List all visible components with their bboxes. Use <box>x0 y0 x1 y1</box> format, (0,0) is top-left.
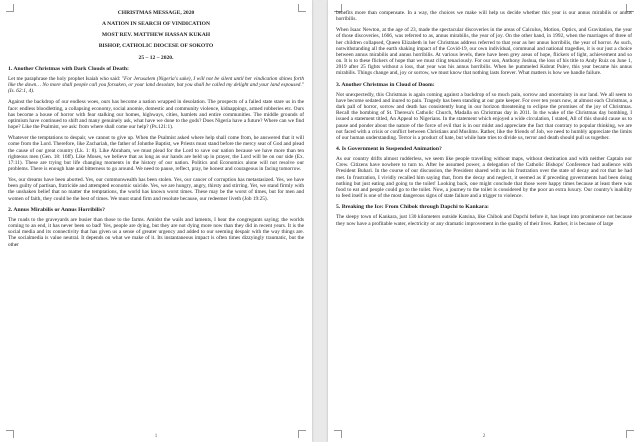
section-heading-4: 4. Is Government in Suspended Animation? <box>336 145 442 152</box>
document-subtitle: A NATION IN SEARCH OF VINDICATION <box>101 21 211 28</box>
paragraph <box>8 76 304 94</box>
section-heading-3: 3. Another Christmas in Cloud of Doom: <box>336 81 435 88</box>
page-number: 1 <box>154 434 158 439</box>
paragraph: As our country drifts almost rudderless, we seem like people travelling without maps, without destination and with neither Captain nor Crew. Citizens have nowhere to turn to. After he assumed power, a delegation of the Catholic Bishops' Conference had audience with President Buhari. In the course of our discussion, the President shared with us his frustration over the state of decay and rot that he had met. In frustration, I vividly recalled him saying that, from the decay and neglect, it seemed as if preceding governments had been doing nothing but just eating and going to the toilet! Looking back, one might conclude that those were happy times because at least there was food to eat and people could go to the toilet. Now, a journey to the toilet is considered by the poor an extra luxury. Our country's inability to feed itself is one of the most dangerous signs of state failure and a trigger to violence. <box>336 156 632 200</box>
paragraph: Whatever the temptations to despair, we cannot to give up. When the Psalmist asked where help shall come from, he answered that it will come from the Lord. Therefore, like Zachariah, the father of Johnthe Baptist, we Priests must stand before the mercy seat of God and plead the cause of our great country (Lk. 1: 8). Like Abraham, we must plead for the Lord to save our nation because we have more than ten righteous men (Gen. 18: 16ff). Like Moses, we believe that as long as our hands are held up in prayer, the Lord will be on our side (Ex. 17:11). These are trying but life changing moments in the history of our nation. Politics and Economics alone will not resolve our problems. There is enough hate and bitterness to go around. We need to pause, reflect, pray, be honest and courageous in facing tomorrow. <box>8 135 304 172</box>
page-1-content <box>8 10 304 428</box>
scripture-quote: "For Jerusalem (Nigeria's sake), I will not be silent until her vindication shines forth like the dawn… No more shall people call you forsaken, or your land desolate, but you shall be called my delight and your land espoused." (Is. 62:1, 4). <box>8 75 304 95</box>
paragraph: When Isaac Newton, at the age of 23, made the spectacular discoveries in the areas of Calculus, Motion, Optics, and Gravitation, the year of those discoveries, 1666, was referred to as, annus mirabilis, the year of joy. On the other hand, in 1992, when the marriages of three of her children collapsed, Queen Elizabeth in her Christmas address referred to that year as her annus horribilis, the year of horror. As such, notwithstanding all the earth shaking impact of the Covid-19, our own individual, communal and national tragedies, it is our just a choice between annus mirabilis and annus horribilis. At various levels, there have been grey areas of hope, flickers of light, achievement and so on. It is to these flickers of hope that we must cling tenaciously. For our son, Anthony Joshua, the loss of his title to Andy Ruiz on June 1, 2019 after 25 fights without a loss, that year was his annus horribilis. When he pummeled Kubrat Pulev, this year became his annus mirabilis. Things change and, joy or sorrow, we must know that nothing lasts forever. What matters is how we handle failure. <box>336 27 632 77</box>
page-number: 2 <box>482 434 486 439</box>
document-date: 25 – 12 – 2020. <box>138 54 174 61</box>
paragraph: Not unexpectedly, this Christmas is again coming against a backdrop of so much pain, sorrow and uncertainty in our land. We all seem to have become sedated and inured to pain. Tragedy has been standing at our gate keeper. For over ten years now, at almost each Christmas, a dark pall of horror, sorrow and death has consistently hung in our horizon threatening to eclipse the promises of the joy of Christmas. Recall the bombing of St. Theresa's Catholic Church, Madalla on Christmas day in 2011. In the wake of the Christmas day bombing, I issued a statement titled, An Appeal to Nigerians. In the statement which enjoyed a wide circulation, I stated, All of this should cause us to pause and ponder about the nature of the force of evil that is in our midst and appreciate the fact that contrary to popular thinking, we are not faced with a crisis or conflict between Christians and Muslims. Rather, like the friends of Job, we need to humbly appreciate the limits of our human understanding. Terror is a product of hate, but while hate tries to divide us, terror and death should pull us together. <box>336 91 632 141</box>
section-heading-5: 5. Breaking the Ice: From Chibok through Dapchi to Kankara: <box>336 204 489 211</box>
document-page-2 <box>328 0 640 442</box>
paragraph-intro: Let me paraphrase the holy prophet Isaiah who said: <box>8 75 121 82</box>
section-heading-1: 1. Another Christmas with Dark Clouds of Death: <box>8 65 129 72</box>
paragraph: Yes, our dreams have been aborted. Yes, our commonwealth has been stolen. Yes, our cancer of corruption has metastasized. Yes, we have been guilty of partisan, fratricide and attempted economic suicide. Yes, we are hungry, angry, thirsty and stirring. Yet, we stand firmly with the unshaken belief that no matter the temptations, the world has known worst times. These may be the worst of times, but for men and women of faith, they could be the best of times. We must stand firm and resolute because, our redeemer liveth (Job 19:25). <box>8 177 304 202</box>
paragraph: benefits more than compensate. In a way, the choices we make will help us decide whether this year is our annus mirabilis or annus horribilis. <box>336 10 632 23</box>
document-page-1 <box>0 0 312 442</box>
document-author: MOST REV. MATTHEW HASSAN KUKAH <box>101 32 211 39</box>
page-2-content <box>336 10 632 428</box>
paragraph: Against the backdrop of our endless woes, ours has become a nation wrapped in desolation. The prospects of a failed state stare us in the face: endless bloodletting, a collapsing economy, social anomie, domestic and community violence, kidnappings, armed robberies etc. Ours has become a house of horror with fear stalking our homes, highways, cities, hamlets and entire communities. The middle grounds of optimism have continued to shift and many genuinely ask, what have we done to the gods? Does Nigeria have a future? Where can we find hope? Like the Psalmist, we ask: from where shall come our help? (Ps.121:1). <box>8 99 304 131</box>
author-position: BISHOP, CATHOLIC DIOCESE OF SOKOTO <box>98 43 214 50</box>
paragraph: The roads to the graveyards are busier than those to the farms. Amidst the wails and laments, I hear the congregants saying; the worlds coming to an end, it has never been so bad! Yes, people are dying, but they are not dying more now than they did in recent years. It is the social media and its connectivity that has given us a sense of greater urgency and added to our seeming despair with the way things are. The socialmedia is value neutral. It depends on what we make of it. Its instantaneous impact is often times dizzyingly traumatic, but the other <box>8 216 304 248</box>
document-title: CHRISTMAS MESSAGE, 2020 <box>117 10 195 16</box>
paragraph: The sleepy town of Kankara, just 130 kilometers outside Katsina, like Chibok and Dapchi before it, has leapt into prominence not because they now have a profitable water, electricity or any dramatic improvement in the quality of their lives. Rather, it is because of large <box>336 214 632 227</box>
section-heading-2: 2. Annus Mirabilis or Annus Horribilis? <box>8 206 105 213</box>
